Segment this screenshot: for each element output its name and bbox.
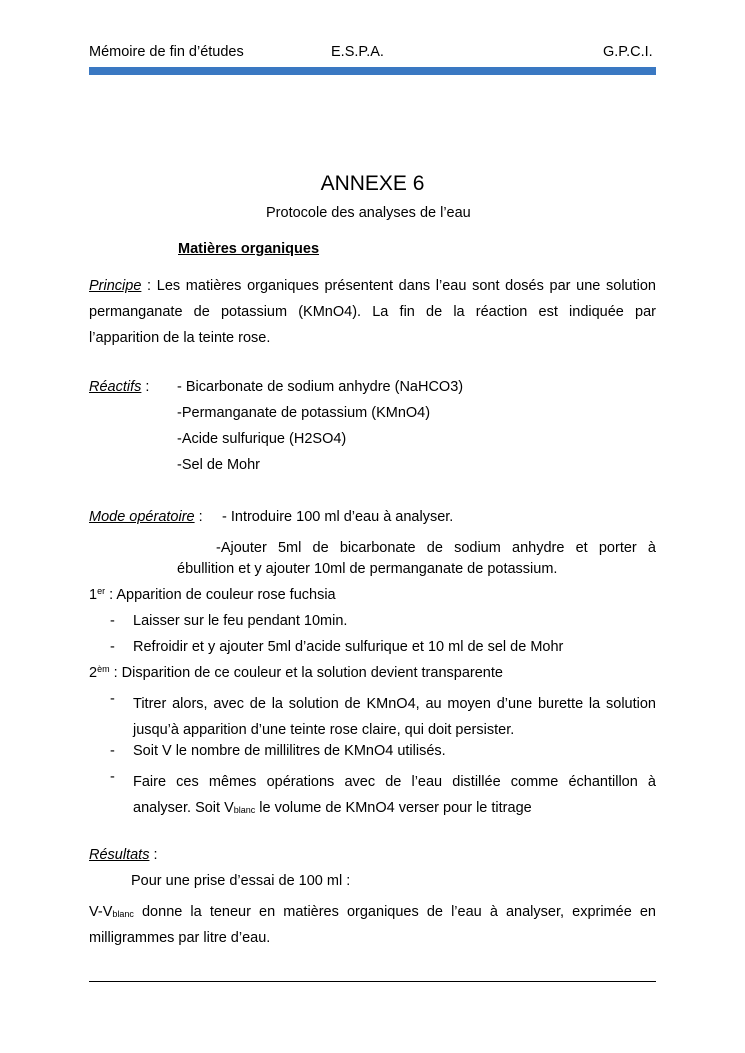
header-thesis-label: Mémoire de fin d’études bbox=[89, 44, 244, 60]
reactif-item: -Acide sulfurique (H2SO4) bbox=[177, 431, 347, 447]
mode-step-2-text-1: -Ajouter 5ml de bicarbonate de sodium anhydre et porter à bbox=[216, 540, 656, 556]
bullet-dash: - bbox=[110, 639, 115, 655]
case-2-heading bbox=[89, 665, 503, 681]
case-2-item-1-line-1: Titrer alors, avec de la solution de KMnO4, au moyen d’une burette la solution bbox=[133, 696, 656, 712]
case-1-text: : Apparition de couleur rose fuchsia bbox=[105, 587, 336, 603]
bullet-dash: - bbox=[110, 691, 115, 707]
footer-rule bbox=[89, 981, 656, 982]
case-2-item-3-line-1: Faire ces mêmes opérations avec de l’eau distillée comme échantillon à bbox=[133, 774, 656, 790]
mode-step-1: - Introduire 100 ml d’eau à analyser. bbox=[222, 509, 454, 525]
reactifs-label: Réactifs bbox=[89, 379, 142, 395]
resultats-subscript: blanc bbox=[112, 909, 134, 919]
mode-label: Mode opératoire bbox=[89, 509, 195, 525]
page-subtitle: Protocole des analyses de l’eau bbox=[266, 205, 471, 221]
bullet-dash: - bbox=[110, 613, 115, 629]
reactifs-label-row bbox=[89, 379, 149, 395]
case-2-item-3 bbox=[133, 769, 656, 821]
case-1-superscript: er bbox=[97, 586, 106, 596]
case-2-item-3-subscript: blanc bbox=[233, 805, 256, 815]
case-2-text: : Disparition de ce couleur et la solution devient transparente bbox=[109, 665, 503, 681]
principe-label: Principe bbox=[89, 278, 142, 294]
header-rule bbox=[89, 67, 656, 75]
principe-line-1 bbox=[89, 273, 656, 299]
principe-line-3: l’apparition de la teinte rose. bbox=[89, 330, 271, 346]
case-2-item-1 bbox=[133, 691, 656, 743]
case-2-item-1-line-2: jusqu’à apparition d’une teinte rose claire, qui doit persister. bbox=[133, 722, 515, 738]
resultats-line-1 bbox=[89, 899, 656, 925]
bullet-dash: - bbox=[110, 769, 115, 785]
mode-separator: : bbox=[194, 509, 203, 525]
case-2-superscript: èm bbox=[97, 664, 110, 674]
mode-step-2-line-2: ébullition et y ajouter 10ml de permanganate de potassium. bbox=[177, 561, 558, 577]
case-1-number: 1 bbox=[89, 587, 98, 603]
case-2-item-3-line-2 bbox=[133, 795, 656, 821]
resultats-intro: Pour une prise d’essai de 100 ml : bbox=[131, 873, 351, 889]
case-1-heading bbox=[89, 587, 336, 603]
resultats-separator: : bbox=[149, 847, 158, 863]
page-title-text: ANNEXE 6 bbox=[320, 172, 425, 195]
case-2-item-2: Soit V le nombre de millilitres de KMnO4 utilisés. bbox=[133, 743, 446, 759]
header-school-label: E.S.P.A. bbox=[331, 44, 384, 60]
resultats-text-1: donne la teneur en matières organiques de l’eau à analyser, exprimée en bbox=[133, 904, 656, 920]
resultats-label-row bbox=[89, 847, 158, 863]
page-title bbox=[0, 172, 745, 196]
case-2-item-3-text-end: le volume de KMnO4 verser pour le titrage bbox=[255, 800, 532, 816]
principe-text-1: Les matières organiques présentent dans l’eau sont dosés par une solution bbox=[156, 278, 656, 294]
case-2-item-3-text: analyser. Soit V bbox=[133, 800, 234, 816]
reactif-item: -Sel de Mohr bbox=[177, 457, 261, 473]
mode-label-row bbox=[89, 509, 203, 525]
reactif-item: -Permanganate de potassium (KMnO4) bbox=[177, 405, 431, 421]
resultats-label: Résultats bbox=[89, 847, 150, 863]
resultats-line-2: milligrammes par litre d’eau. bbox=[89, 930, 271, 946]
principe-separator: : bbox=[141, 278, 157, 294]
header-department-label: G.P.C.I. bbox=[603, 44, 653, 60]
case-1-item: Laisser sur le feu pendant 10min. bbox=[133, 613, 348, 629]
section-heading: Matières organiques bbox=[178, 241, 320, 257]
principe-line-2: permanganate de potassium (KMnO4). La fin de la réaction est indiquée par bbox=[89, 304, 656, 320]
resultats-formula: V-V bbox=[89, 904, 113, 920]
reactif-item: - Bicarbonate de sodium anhydre (NaHCO3) bbox=[177, 379, 464, 395]
principe-paragraph bbox=[89, 273, 656, 351]
reactifs-separator: : bbox=[141, 379, 150, 395]
case-2-number: 2 bbox=[89, 665, 98, 681]
bullet-dash: - bbox=[110, 743, 115, 759]
case-1-item: Refroidir et y ajouter 5ml d’acide sulfurique et 10 ml de sel de Mohr bbox=[133, 639, 564, 655]
resultats-paragraph bbox=[89, 899, 656, 951]
mode-step-2-line-1 bbox=[216, 535, 656, 561]
